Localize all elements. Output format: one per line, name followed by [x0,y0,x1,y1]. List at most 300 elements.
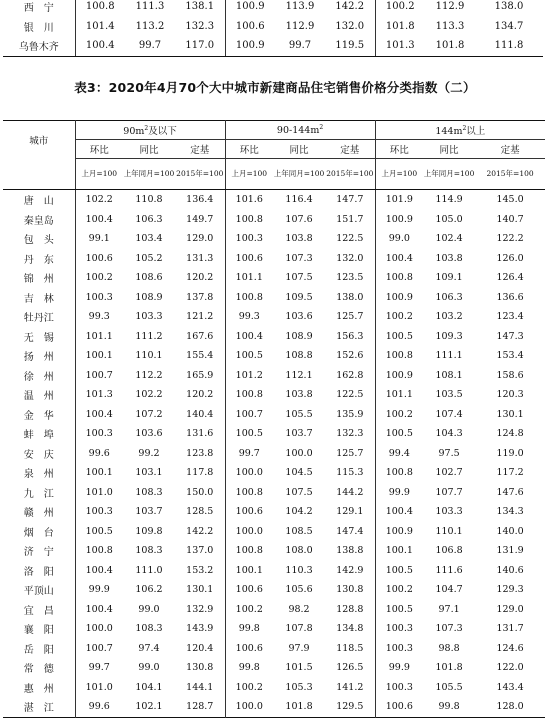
index-value: 128.7 [175,697,225,717]
index-value: 162.8 [325,366,375,386]
index-value: 99.3 [238,311,260,323]
index-value: 100.6 [235,584,263,596]
index-value: 110.1 [135,350,163,362]
index-value: 100.1 [85,467,113,479]
base-cell: 2015年=100 [175,159,225,190]
index-value: 113.3 [435,20,465,32]
index-value: 104.2 [285,506,313,518]
index-value: 100.4 [75,36,125,56]
index-value: 100.0 [85,623,113,635]
index-value: 101.0 [85,486,113,498]
city-name: 常 德 [3,658,75,678]
index-value: 100.0 [285,447,313,459]
index-value: 100.4 [235,330,263,342]
table-row [3,697,545,717]
index-value: 152.6 [325,346,375,366]
price-index-table [3,120,545,718]
index-value: 100.7 [85,369,113,381]
index-value: 114.9 [435,194,463,206]
index-value: 100.4 [85,213,113,225]
table-row [3,405,545,425]
index-value: 101.3 [375,36,425,56]
index-value: 158.6 [496,369,524,381]
index-value: 108.9 [285,330,313,342]
group-label-sup: 2 [144,124,149,132]
index-value: 110.8 [135,194,163,206]
table-row [3,580,545,600]
index-value: 100.5 [385,330,413,342]
base-cell: 上月=100 [225,159,273,190]
index-value: 124.8 [496,428,524,440]
index-value: 100.1 [235,564,263,576]
index-value: 131.9 [496,545,524,557]
base-cell: 2015年=100 [475,159,545,190]
index-value: 129.0 [496,603,524,615]
index-value: 109.3 [435,330,463,342]
index-value: 107.5 [285,486,313,498]
index-value: 147.4 [325,522,375,542]
table-row [3,600,545,620]
index-value: 111.3 [135,1,165,13]
subheader-cell: 环比 [75,140,123,159]
index-value: 108.0 [285,545,313,557]
table-row [3,288,545,308]
index-value: 119.5 [325,36,375,56]
table-row [3,483,545,503]
group-label: 90-144m [276,125,320,137]
index-value: 100.0 [235,701,263,713]
group-label-sup: 2 [462,124,467,132]
index-value: 99.9 [88,584,110,596]
index-value: 120.3 [496,389,524,401]
subheader-cell: 环比 [375,140,423,159]
index-value: 99.8 [238,623,260,635]
subheader-cell: 同比 [273,140,325,159]
city-name: 湛 江 [3,697,75,717]
index-value: 100.5 [385,603,413,615]
index-value: 100.4 [85,603,113,615]
city-name: 乌鲁木齐 [3,36,75,56]
index-value: 136.6 [496,291,524,303]
index-value: 116.4 [285,194,313,206]
index-value: 147.3 [496,330,524,342]
index-value: 100.8 [85,545,113,557]
group-header-small [75,121,225,140]
subheader-cell: 同比 [423,140,475,159]
index-value: 130.1 [496,408,524,420]
index-value: 100.8 [235,213,263,225]
index-value: 124.6 [496,642,524,654]
index-value: 99.6 [88,447,110,459]
index-value: 111.6 [435,564,463,576]
index-value: 106.2 [135,584,163,596]
index-value: 100.6 [235,506,263,518]
city-name: 锦 州 [3,268,75,288]
index-value: 142.9 [325,561,375,581]
table-header [3,121,545,190]
index-value: 100.6 [235,20,265,32]
city-name: 烟 台 [3,522,75,542]
table-row [3,658,545,678]
index-value: 131.7 [496,623,524,635]
base-cell: 上年同月=100 [423,159,475,190]
index-value: 103.6 [135,428,163,440]
index-value: 99.2 [138,447,160,459]
index-value: 101.6 [235,194,263,206]
table-row [3,444,545,464]
index-value: 99.1 [88,233,110,245]
table-row [3,639,545,659]
table-row [3,522,545,542]
index-value: 105.3 [285,681,313,693]
table-row [3,17,543,37]
index-value: 99.8 [438,701,460,713]
table-row [3,327,545,347]
index-value: 108.3 [135,623,163,635]
index-value: 101.8 [435,662,463,674]
index-value: 120.2 [175,385,225,405]
index-value: 112.1 [285,369,313,381]
index-value: 125.7 [325,307,375,327]
index-value: 132.0 [325,249,375,269]
city-name: 温 州 [3,385,75,405]
index-value: 130.1 [175,580,225,600]
index-value: 147.6 [496,486,524,498]
index-value: 108.8 [285,350,313,362]
index-value: 104.3 [435,428,463,440]
index-value: 99.8 [238,662,260,674]
table-body [3,190,545,718]
group-label: 144m [435,126,463,137]
previous-table-fragment [3,0,543,57]
index-value: 130.8 [175,658,225,678]
index-value: 100.5 [385,428,413,440]
index-value: 111.0 [135,564,163,576]
subheader-cell: 定基 [175,140,225,159]
index-value: 100.4 [385,252,413,264]
subheader-cell: 同比 [123,140,175,159]
index-value: 121.2 [175,307,225,327]
index-value: 105.2 [135,252,163,264]
index-value: 122.2 [496,233,524,245]
index-value: 100.3 [385,642,413,654]
city-name: 金 华 [3,405,75,425]
base-cell: 上年同月=100 [123,159,175,190]
index-value: 128.0 [496,701,524,713]
index-value: 111.1 [435,350,463,362]
index-value: 105.6 [285,584,313,596]
index-value: 129.0 [175,229,225,249]
index-value: 107.2 [135,408,163,420]
index-value: 103.8 [285,233,313,245]
index-value: 99.3 [88,311,110,323]
city-name: 宜 昌 [3,600,75,620]
index-value: 111.8 [475,36,543,56]
city-name: 泉 州 [3,463,75,483]
index-value: 102.2 [85,194,113,206]
index-value: 115.3 [325,463,375,483]
index-value: 98.2 [288,603,310,615]
index-value: 100.5 [235,350,263,362]
index-value: 156.3 [325,327,375,347]
index-value: 102.2 [135,389,163,401]
index-value: 109.8 [135,525,163,537]
index-value: 131.6 [175,424,225,444]
city-name: 安 庆 [3,444,75,464]
index-value: 99.7 [238,447,260,459]
index-value: 122.0 [496,662,524,674]
subheader-cell: 定基 [475,140,545,159]
index-value: 106.8 [435,545,463,557]
index-value: 132.3 [325,424,375,444]
index-value: 101.3 [85,389,113,401]
index-value: 99.7 [275,36,325,56]
group-header-medium [225,121,375,140]
index-value: 99.0 [138,662,160,674]
index-value: 103.2 [435,311,463,323]
index-value: 110.3 [285,564,313,576]
index-value: 100.9 [235,1,265,13]
index-value: 165.9 [175,366,225,386]
index-value: 100.5 [235,428,263,440]
index-value: 138.0 [494,1,524,13]
table-row [3,502,545,522]
city-name: 洛 阳 [3,561,75,581]
index-value: 143.4 [496,681,524,693]
table-row [3,36,543,56]
group-label-sup: 2 [319,123,324,131]
table-row [3,268,545,288]
index-value: 97.1 [438,603,460,615]
index-value: 100.2 [385,1,415,13]
index-value: 149.7 [175,210,225,230]
index-value: 111.2 [135,330,163,342]
table-row [3,346,545,366]
index-value: 99.7 [88,662,110,674]
index-value: 107.5 [285,272,313,284]
index-value: 144.2 [325,483,375,503]
index-value: 100.8 [385,350,413,362]
index-value: 130.8 [325,580,375,600]
index-value: 100.0 [235,467,263,479]
index-value: 112.9 [285,20,315,32]
index-value: 118.5 [325,639,375,659]
table-row [3,619,545,639]
base-cell: 上年同月=100 [273,159,325,190]
index-value: 150.0 [175,483,225,503]
index-value: 100.9 [225,36,275,56]
city-header-spacer [3,159,75,190]
index-value: 100.8 [385,467,413,479]
index-value: 137.0 [175,541,225,561]
index-value: 107.4 [435,408,463,420]
index-value: 103.1 [135,467,163,479]
index-value: 109.5 [285,291,313,303]
city-name: 赣 州 [3,502,75,522]
table-row [3,561,545,581]
index-value: 112.2 [135,369,163,381]
index-value: 128.5 [175,502,225,522]
index-value: 100.6 [235,642,263,654]
index-value: 97.4 [138,642,160,654]
index-value: 122.5 [325,229,375,249]
index-value: 129.5 [325,697,375,717]
index-value: 100.6 [85,252,113,264]
index-value: 107.8 [285,623,313,635]
index-value: 100.3 [85,428,113,440]
city-name: 惠 州 [3,678,75,698]
index-value: 128.8 [325,600,375,620]
index-value: 131.3 [175,249,225,269]
index-value: 100.9 [385,525,413,537]
index-value: 141.2 [325,678,375,698]
index-value: 144.1 [175,678,225,698]
index-value: 140.7 [496,213,524,225]
city-name: 西 宁 [3,0,75,17]
index-value: 102.4 [435,233,463,245]
city-column-header: 城市 [3,121,75,159]
index-value: 101.1 [85,330,113,342]
index-value: 100.5 [385,564,413,576]
index-value: 126.0 [496,252,524,264]
city-name: 秦皇岛 [3,210,75,230]
base-cell: 上月=100 [375,159,423,190]
index-value: 100.4 [85,408,113,420]
index-value: 137.8 [175,288,225,308]
index-value: 100.9 [385,369,413,381]
city-name: 扬 州 [3,346,75,366]
index-value: 100.1 [85,350,113,362]
index-value: 100.3 [85,291,113,303]
index-value: 138.1 [175,0,225,17]
table-row [3,249,545,269]
city-name: 银 川 [3,17,75,37]
table-row [3,541,545,561]
subheader-cell: 环比 [225,140,273,159]
index-value: 155.4 [175,346,225,366]
index-value: 100.3 [235,233,263,245]
index-value: 110.1 [435,525,463,537]
index-value: 167.6 [175,327,225,347]
index-value: 99.7 [125,36,175,56]
index-value: 103.7 [285,428,313,440]
table-row [3,424,545,444]
index-value: 100.5 [85,525,113,537]
group-label-suffix: 以上 [466,126,486,137]
index-value: 105.0 [435,213,463,225]
index-value: 101.0 [85,681,113,693]
index-value: 101.1 [385,389,413,401]
index-value: 100.2 [385,311,413,323]
index-value: 140.6 [496,564,524,576]
city-name: 襄 阳 [3,619,75,639]
index-value: 132.0 [325,17,375,37]
base-cell: 2015年=100 [325,159,375,190]
index-value: 100.7 [85,642,113,654]
index-value: 106.3 [135,213,163,225]
index-value: 126.4 [496,272,524,284]
table-row [3,190,545,210]
index-value: 134.7 [494,20,524,32]
index-value: 99.9 [388,486,410,498]
index-value: 107.3 [435,623,463,635]
index-value: 101.9 [385,194,413,206]
table-row [3,0,543,17]
index-value: 100.2 [85,272,113,284]
index-value: 103.8 [435,252,463,264]
index-value: 100.2 [235,603,263,615]
table-row [3,210,545,230]
previous-table-body [3,0,543,56]
index-value: 104.5 [285,467,313,479]
index-value: 143.9 [175,619,225,639]
table-row [3,385,545,405]
index-value: 108.1 [435,369,463,381]
index-value: 103.6 [285,311,313,323]
index-value: 99.0 [388,233,410,245]
table-row [3,307,545,327]
index-value: 97.9 [288,642,310,654]
index-value: 142.2 [325,0,375,17]
index-value: 99.6 [88,701,110,713]
group-header-large [375,121,545,140]
index-value: 102.1 [135,701,163,713]
index-value: 136.4 [175,190,225,210]
index-value: 100.8 [385,272,413,284]
index-value: 120.4 [175,639,225,659]
index-value: 100.8 [235,389,263,401]
index-value: 140.4 [175,405,225,425]
index-value: 101.2 [235,369,263,381]
index-value: 101.4 [85,20,115,32]
index-value: 107.3 [285,252,313,264]
index-value: 103.8 [285,389,313,401]
index-value: 97.5 [438,447,460,459]
index-value: 100.9 [385,291,413,303]
index-value: 100.2 [385,584,413,596]
index-value: 119.0 [496,447,524,459]
index-value: 100.3 [85,506,113,518]
city-name: 无 锡 [3,327,75,347]
index-value: 100.6 [385,701,413,713]
city-name: 平顶山 [3,580,75,600]
index-value: 112.9 [435,1,465,13]
city-name: 蚌 埠 [3,424,75,444]
index-value: 100.2 [385,408,413,420]
index-value: 101.5 [285,662,313,674]
index-value: 100.8 [235,486,263,498]
index-value: 104.1 [135,681,163,693]
index-value: 100.3 [385,623,413,635]
table-row [3,463,545,483]
index-value: 108.5 [285,525,313,537]
group-label: 90m [123,126,145,137]
index-value: 107.7 [435,486,463,498]
index-value: 99.9 [388,662,410,674]
table-row [3,366,545,386]
index-value: 122.5 [325,385,375,405]
city-name: 唐 山 [3,190,75,210]
index-value: 138.0 [325,288,375,308]
index-value: 140.0 [496,525,524,537]
city-name: 丹 东 [3,249,75,269]
index-value: 104.7 [435,584,463,596]
index-value: 100.1 [385,545,413,557]
index-value: 100.7 [235,408,263,420]
index-value: 138.8 [325,541,375,561]
index-value: 100.6 [235,252,263,264]
index-value: 100.8 [85,1,115,13]
